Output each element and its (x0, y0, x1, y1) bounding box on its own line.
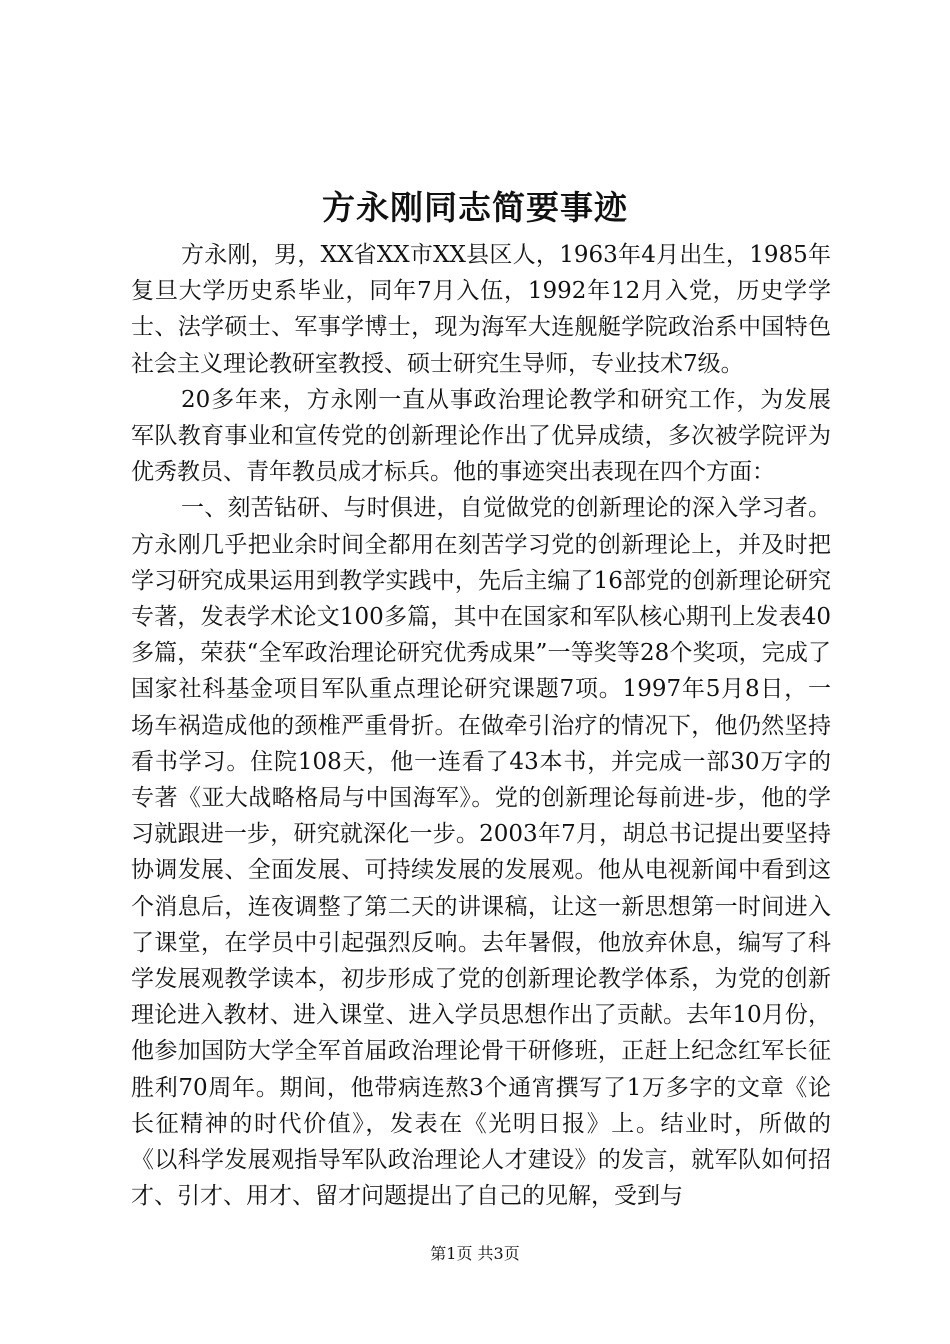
paragraph-section-one: 一、刻苦钻研、与时俱进，自觉做党的创新理论的深入学习者。方永刚几乎把业余时间全都用在刻苦学习党的创新理论上，并及时把学习研究成果运用到教学实践中，先后主编了16部党的创新理论研究专著，发表学术论文100多篇，其中在国家和军队核心期刊上发表40多篇，荣获“全军政治理论研究优秀成果”一等奖等28个奖项，完成了国家社科基金项目军队重点理论研究课题7项。1997年5月8日，一场车祸造成他的颈椎严重骨折。在做牵引治疗的情况下，他仍然坚持看书学习。住院108天，他一连看了43本书，并完成一部30万字的专著《亚大战略格局与中国海军》。党的创新理论每前进-步，他的学习就跟进一步，研究就深化一步。2003年7月，胡总书记提出要坚持协调发展、全面发展、可持续发展的发展观。他从电视新闻中看到这个消息后，连夜调整了第二天的讲课稿，让这一新思想第一时间进入了课堂，在学员中引起强烈反响。去年暑假，他放弃休息，编写了科学发展观教学读本，初步形成了党的创新理论教学体系，为党的创新理论进入教材、进入课堂、进入学员思想作出了贡献。去年10月份，他参加国防大学全军首届政治理论骨干研修班，正赶上纪念红军长征胜利70周年。期间，他带病连熬3个通宵撰写了1万多字的文章《论长征精神的时代价值》，发表在《光明日报》上。结业时，所做的《以科学发展观指导军队政治理论人才建设》的发言，就军队如何招才、引才、用才、留才问题提出了自己的见解，受到与 (131, 495, 831, 1210)
paragraph-overview: 20多年来，方永刚一直从事政治理论教学和研究工作，为发展军队教育事业和宣传党的创新理论作出了优异成绩，多次被学院评为优秀教员、青年教员成才标兵。他的事迹突出表现在四个方面： (131, 386, 831, 486)
paragraph-intro: 方永刚，男，XX省XX市XX县区人，1963年4月出生，1985年复旦大学历史系毕业，同年7月入伍，1992年12月入党，历史学学士、法学硕士、军事学博士，现为海军大连舰艇学院政治系中国特色社会主义理论教研室教授、硕士研究生导师，专业技术7级。 (131, 242, 831, 377)
document-body (131, 237, 831, 1214)
page-footer: 第1页 共3页 (430, 1244, 520, 1263)
document-title: 方永刚同志简要事迹 (322, 188, 628, 227)
